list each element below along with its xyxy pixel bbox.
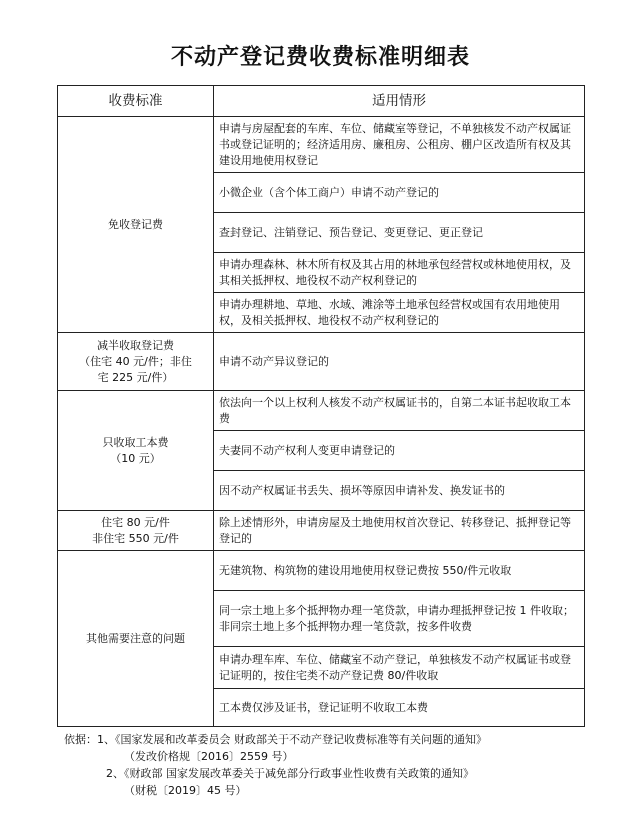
standard-cell-normal: [58, 511, 214, 551]
situation-cell: 申请办理耕地、草地、水域、滩涂等土地承包经营权或国有农用地使用权，及相关抵押权、地役权不动产权利登记的: [214, 293, 585, 333]
page-title: 不动产登记费收费标准明细表: [170, 44, 470, 70]
standard-line: 只收取工本费: [102, 435, 169, 449]
standard-line: 宅 225 元/件）: [97, 370, 174, 384]
standard-line: 非住宅 550 元/件: [92, 531, 179, 545]
standard-line: 免收登记费: [108, 217, 163, 231]
situation-cell: 依法向一个以上权利人核发不动产权属证书的，自第二本证书起收取工本费: [214, 391, 585, 431]
standard-line: 其他需要注意的问题: [86, 631, 185, 645]
header-situation: 适用情形: [214, 86, 585, 117]
basis-line: （发改价格规〔2016〕2559 号）: [124, 750, 294, 763]
table-row: [58, 551, 585, 591]
situation-cell: 申请办理森林、林木所有权及其占用的林地承包经营权或林地使用权，及其相关抵押权、地役权不动产权利登记的: [214, 253, 585, 293]
fee-table: [57, 85, 585, 727]
situation-cell: 因不动产权属证书丢失、损坏等原因申请补发、换发证书的: [214, 471, 585, 511]
situation-cell: 同一宗土地上多个抵押物办理一笔贷款，申请办理抵押登记按 1 件收取；非同宗土地上多个抵押物办理一笔贷款，按多件收费: [214, 591, 585, 647]
table-row: [58, 333, 585, 391]
situation-cell: 小微企业（含个体工商户）申请不动产登记的: [214, 173, 585, 213]
standard-line: （10 元）: [110, 451, 161, 465]
table-header-row: [58, 86, 585, 117]
header-standard: 收费标准: [58, 86, 214, 117]
situation-cell: 夫妻同不动产权利人变更申请登记的: [214, 431, 585, 471]
basis-line: （财税〔2019〕45 号）: [124, 784, 247, 797]
situation-cell: 申请与房屋配套的车库、车位、储藏室等登记，不单独核发不动产权属证书或登记证明的；经济适用房、廉租房、公租房、棚户区改造所有权及其建设用地使用权登记: [214, 117, 585, 173]
standard-line: 减半收取登记费: [97, 338, 174, 352]
table-row: [58, 391, 585, 431]
table-row: [58, 117, 585, 173]
situation-cell: 无建筑物、构筑物的建设用地使用权登记费按 550/件元收取: [214, 551, 585, 591]
situation-cell: 除上述情形外，申请房屋及土地使用权首次登记、转移登记、抵押登记等登记的: [214, 511, 585, 551]
basis-notes: [64, 731, 624, 799]
standard-line: （住宅 40 元/件；非住: [79, 354, 192, 368]
standard-cell-half: [58, 333, 214, 391]
situation-cell: 申请不动产异议登记的: [214, 333, 585, 391]
situation-cell: 查封登记、注销登记、预告登记、变更登记、更正登记: [214, 213, 585, 253]
table-row: [58, 511, 585, 551]
standard-cell-notes: [58, 551, 214, 727]
situation-cell: 申请办理车库、车位、储藏室不动产登记，单独核发不动产权属证书或登记证明的，按住宅类不动产登记费 80/件收取: [214, 647, 585, 689]
situation-cell: 工本费仅涉及证书，登记证明不收取工本费: [214, 689, 585, 727]
standard-cell-cost-only: [58, 391, 214, 511]
standard-cell-exempt: [58, 117, 214, 333]
basis-line: 依据：1、《国家发展和改革委员会 财政部关于不动产登记收费标准等有关问题的通知》: [64, 733, 487, 746]
basis-line: 2、《财政部 国家发展改革委关于减免部分行政事业性收费有关政策的通知》: [106, 767, 474, 780]
standard-line: 住宅 80 元/件: [101, 515, 170, 529]
